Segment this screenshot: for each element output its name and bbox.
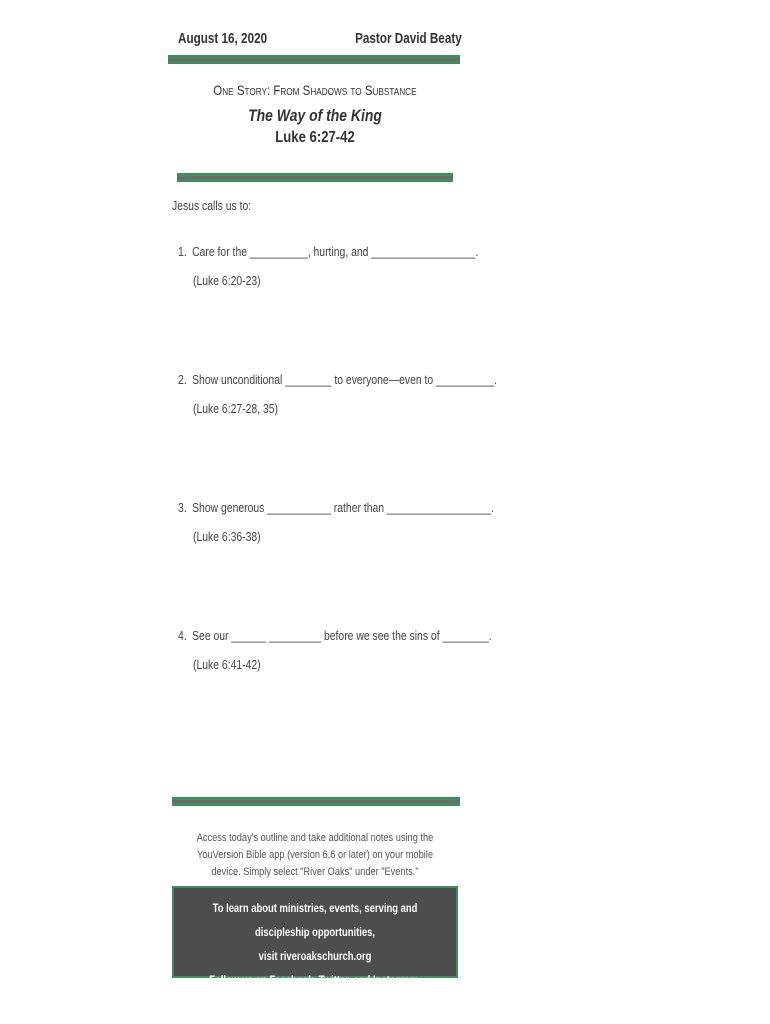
footer-divider [172, 797, 460, 806]
list-item: 4. See our ______ _________ before we see the sins of ________. (Luke 6:41-42) [178, 628, 570, 672]
point-text: Show generous ___________ rather than __________________. [192, 500, 494, 515]
sermon-date: August 16, 2020 [178, 30, 268, 47]
point-reference: (Luke 6:27-28, 35) [193, 401, 278, 416]
list-item: 3. Show generous ___________ rather than __________________. (Luke 6:36-38) [178, 500, 573, 544]
sermon-title: The Way of the King [248, 106, 382, 125]
promo-line-social: Follow us on Facebook, Twitter, and Instagram. [209, 975, 421, 987]
list-item: 1. Care for the __________, hurting, and __________________. (Luke 6:20-23) [178, 244, 553, 288]
point-reference: (Luke 6:20-23) [193, 273, 261, 288]
title-block [170, 82, 460, 147]
app-access-note: Access today's outline and take additional notes using the YouVersion Bible app (version 6.6 or later) on your mobile device. Simply select "River Oaks" under "Events." [196, 832, 434, 878]
list-item: 2. Show unconditional ________ to everyone—even to __________. (Luke 6:27-28, 35) [178, 372, 577, 416]
header-divider [168, 55, 460, 64]
pastor-name: Pastor David Beaty [355, 30, 462, 47]
point-text: Show unconditional ________ to everyone—even to __________. [192, 372, 497, 387]
point-reference: (Luke 6:41-42) [193, 657, 261, 672]
series-title: One Story: From Shadows to Substance [213, 82, 417, 98]
promo-line-website: visit riveroakschurch.org [258, 951, 372, 963]
promo-line-ministries: To learn about ministries, events, serving and discipleship opportunities, [212, 903, 418, 939]
title-divider [177, 173, 453, 182]
scripture-passage: Luke 6:27-42 [275, 129, 355, 146]
point-reference: (Luke 6:36-38) [193, 529, 261, 544]
promo-box [172, 886, 458, 987]
point-text: Care for the __________, hurting, and __________________. [192, 244, 479, 259]
point-text: See our ______ _________ before we see the sins of ________. [192, 628, 492, 643]
intro-text: Jesus calls us to: [172, 198, 252, 213]
